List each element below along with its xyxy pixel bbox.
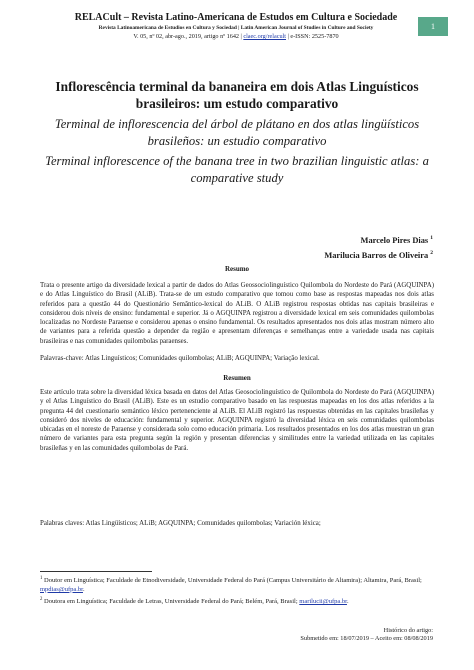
resumen-text: Este artículo trata sobre la diversidad léxica basada en datos del Atlas Geosociolinguístico de Quilombola do Nordeste do Pará (AGQUINPA) y el Atlas Linguístico do Brasil (ALiB). Este es un estudio comparativo basado en las respuestas mapeadas en los dos atlas referidos a la pregunta 44 del cuestionario semántico léxico pertenenciente al ALiB. El ALiB registró las respuestas obtenidas en las capitales brasileñas y consideró dos niveles de educación: fundamental y superior. AGQUINPA registró la diversidad léxica en seis comunidades quilombolas ubicadas en el noreste de Paraense y considerada solo como educación primaria. Los resultados presentados en los dos atlas muestran un gran número de variantes para esta pregunta según la región y presentan diferencias y similitudes entre la variedad utilizada en las capitales brasileñas y en las comunidades quilombolas de Pará.: [40, 389, 434, 452]
resumen-keywords: Palabras claves: Atlas Lingüísticos; ALiB; AGQUINPA; Comunidades quilombolas; Variación léxica;: [40, 520, 321, 527]
history-label: Histórico do artigo:: [383, 627, 433, 634]
footnote-email-link[interactable]: mpdias@ufpa.br: [40, 585, 83, 593]
resumo-keywords: Palavras-chave: Atlas Linguísticos; Comunidades quilombolas; ALiB; AGQUINPA; Variação lexical.: [40, 355, 320, 362]
author-name: Marilucia Barros de Oliveira: [324, 250, 429, 260]
footnote-end: .: [346, 598, 349, 606]
journal-subtitle: Revista Latinoamericana de Estudios en Cultura y Sociedad | Latin American Journal of Studies in Culture and Society: [98, 25, 374, 31]
author-2: [324, 250, 433, 260]
journal-header: [60, 12, 412, 41]
author-footnote-mark[interactable]: 1: [430, 235, 433, 241]
author-footnote-mark[interactable]: 2: [430, 250, 433, 256]
title-english: Terminal inflorescence of the banana tree in two brazilian linguistic atlas: a comparative study: [45, 154, 429, 185]
journal-title: RELACult – Revista Latino-Americana de Estudos em Cultura e Sociedade: [74, 12, 398, 23]
volume-info: [60, 32, 412, 41]
volume-text: V. 05, nº 02, abr-ago., 2019, artigo nº 1642 |: [133, 33, 242, 40]
footnote-text: Doutor em Linguística; Faculdade de Etnodiversidade, Universidade Federal do Pará (Campus Universitário de Altamira); Altamira, Pará, Brasil;: [44, 577, 422, 585]
page-number-badge: 1: [418, 17, 448, 36]
footnote-2: [40, 596, 434, 607]
history-dates: Submetido em: 18/07/2019 – Aceito em: 08/08/2019: [300, 635, 433, 642]
footnote-divider: [40, 571, 152, 572]
footnote-end: .: [83, 585, 85, 593]
journal-link[interactable]: claec.org/relacult: [243, 33, 287, 40]
title-portuguese: Inflorescência terminal da bananeira em dois Atlas Linguísticos brasileiros: um estudo comparativo: [55, 79, 419, 111]
footnote-mark: 1: [40, 576, 43, 581]
title-spanish: Terminal de inflorescencia del árbol de plátano en dos atlas lingüísticos brasileños: un estudio comparativo: [54, 117, 420, 148]
resumo-text: Trata o presente artigo da diversidade lexical a partir de dados do Atlas Geossociolinguístico Quilombola do Nordeste do Pará (AGQUINPA) e do Atlas Linguístico do Brasil (ALiB). Trata-se de um estudo comparativo que tomou como base as respostas mapeadas nos dois atlas referidos para a questão 44 do Questionário Semântico-lexical do ALiB. O ALiB registrou respostas obtidas nas capitais brasileiras e considerou dois níveis de ensino: fundamental e superior. Já o AGQUINPA registrou a diversidade lexical em seis comunidades quilombolas localizadas no Nordeste Paraense e considerou apenas o ensino fundamental. Os resultados apresentados nos dois atlas mostram número alto de variantes para a referida questão a depender da região e apresentam diferenças e semelhanças entre a variedade usada nas capitais brasileiras e nas comunidades quilombolas paraenses.: [40, 282, 434, 345]
footnote-mark: 2: [40, 597, 43, 602]
issn-text: | e-ISSN: 2525-7870: [287, 33, 339, 40]
footnote-email-link[interactable]: marilucii@ufpa.br: [299, 598, 347, 606]
footnote-text: Doutora em Linguística; Faculdade de Letras, Universidade Federal do Pará; Belém, Pará, Brasil;: [44, 598, 298, 606]
resumo-heading: Resumo: [224, 265, 250, 273]
article-history: [300, 627, 433, 643]
footnote-1: [40, 575, 434, 594]
resumen-heading: Resumen: [223, 374, 251, 382]
author-1: [361, 235, 433, 245]
author-name: Marcelo Pires Dias: [360, 235, 429, 245]
